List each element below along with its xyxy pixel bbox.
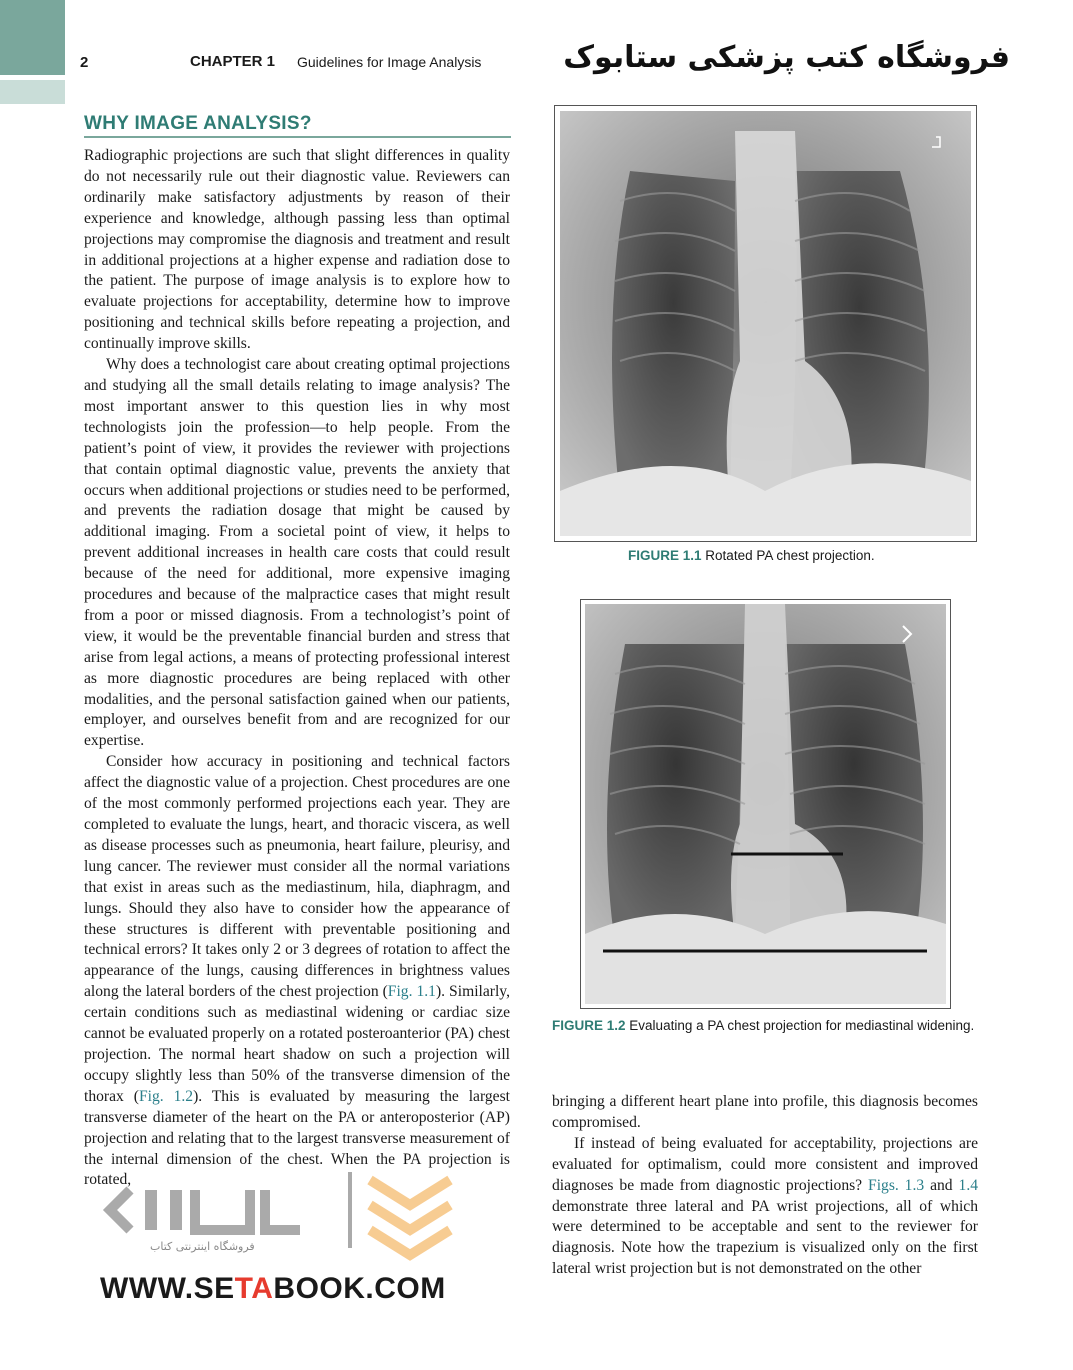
watermark-url-highlight: TA bbox=[234, 1272, 274, 1305]
store-title: فروشگاه کتب پزشکی ستابوک bbox=[563, 40, 1010, 75]
right-paragraph-1: bringing a different heart plane into profile, this diagnosis becomes compromised. bbox=[552, 1093, 978, 1131]
watermark-url[interactable] bbox=[100, 1272, 446, 1306]
left-column bbox=[84, 146, 510, 1191]
corner-tab bbox=[0, 0, 65, 75]
figure-1-2-caption bbox=[552, 1017, 978, 1034]
paragraph-2: Why does a technologist care about creating optimal projections and studying all the small details relating to image analysis? The most important answer to this question lies in why most technologists join the profession—to help people. From the patient’s point of view, it provides the reviewer with projections that contain optimal diagnostic value, prevents the anxiety that occurs when additional projections or studies need to be performed, and prevents the radiation dosage that might be caused by additional imaging. From a societal point of view, it helps to prevent additional increases in health care costs that could result because of the need for additional, more expensive imaging procedures and because of the malpractice cases that might result from a poor or missed diagnosis. From a technologist’s point of view, it would be the preventable financial burden and stress that arise from legal actions, a means of protecting professional interest as more diagnostic procedures are being replaced with other modalities, and the personal satisfaction gained when our patients, employer, and ourselves benefit from and are recognized for our expertise. bbox=[84, 356, 510, 750]
figure-1-2-caption-text: Evaluating a PA chest projection for mediastinal widening. bbox=[629, 1018, 975, 1033]
watermark-subtitle: فروشگاه اینترنتی کتاب bbox=[150, 1240, 255, 1253]
page-number: 2 bbox=[80, 54, 89, 71]
figure-1-1 bbox=[554, 105, 977, 542]
figure-1-1-caption-text: Rotated PA chest projection. bbox=[705, 548, 875, 563]
right-paragraph-2-and: and bbox=[924, 1176, 959, 1194]
chest-xray-mediastinal-image bbox=[585, 604, 946, 1004]
corner-tab-strip bbox=[0, 80, 65, 104]
right-paragraph-2-text-b: demonstrate three lateral and PA wrist projections, all of which were determined to be acceptable and sent to the reviewer for diagnosis. Note how the trapezium is visualized only on the first lateral wrist projection but is not demonstrated on the other bbox=[552, 1197, 978, 1278]
watermark-url-suffix: BOOK.COM bbox=[273, 1272, 446, 1305]
figure-1-3-link[interactable]: Figs. 1.3 bbox=[868, 1176, 925, 1194]
figure-1-4-link[interactable]: 1.4 bbox=[958, 1176, 979, 1194]
paragraph-3-text-c: ). This is evaluated by measuring the largest transverse diameter of the heart on the PA or anteroposterior (AP) projection and relating that to the largest transverse measurement of the internal dimension of the chest. When the PA projection is rotated, bbox=[84, 1087, 510, 1189]
page-header bbox=[80, 40, 1010, 80]
chest-xray-rotated-image bbox=[560, 111, 971, 536]
chapter-title: Guidelines for Image Analysis bbox=[297, 54, 482, 70]
paragraph-3-text-a: Consider how accuracy in positioning and technical factors affect the diagnostic value of a projection. Chest procedures are one of the most commonly performed projections each year. They are completed to evaluate the lungs, heart, and thoracic viscera, as well as disease processes such as pneumonia, heart failure, pleurisy, and lung cancer. The reviewer must consider all the normal variations that exist in areas such as the mediastinum, hila, diaphragm, and lungs. Should they also have to consider how the appearance of these structures is different with preventable positioning and technical errors? It takes only 2 or 3 degrees of rotation to affect the appearance of the lungs, causing differences in brightness values along the lateral borders of the chest projection ( bbox=[84, 753, 510, 1001]
paragraph-3 bbox=[84, 752, 510, 1191]
chapter-label: CHAPTER 1 bbox=[190, 53, 276, 70]
heading-rule bbox=[84, 136, 511, 138]
figure-1-2-label: FIGURE 1.2 bbox=[552, 1018, 626, 1033]
right-paragraph-2-text-a: If instead of being evaluated for acceptability, projections are evaluated for optimalism, could more consistent and improved diagnoses be made from diagnostic projections? bbox=[552, 1134, 978, 1194]
figure-1-2-link[interactable]: Fig. 1.2 bbox=[138, 1087, 194, 1105]
watermark-url-prefix: WWW.SE bbox=[100, 1272, 235, 1305]
figure-1-1-caption bbox=[628, 547, 875, 564]
right-paragraph-2 bbox=[552, 1134, 978, 1280]
paragraph-3-text-b: ). Similarly, certain conditions such as mediastinal widening or cardiac size cannot be evaluated properly on a rotated posteroanterior (PA) chest projection. The normal heart shadow on such a projection will occupy slightly less than 50% of the transverse dimension of the thorax ( bbox=[84, 983, 510, 1105]
figure-1-2 bbox=[580, 599, 951, 1009]
figure-1-1-label: FIGURE 1.1 bbox=[628, 548, 702, 563]
figure-1-1-link[interactable]: Fig. 1.1 bbox=[387, 983, 436, 1001]
paragraph-1: Radiographic projections are such that slight differences in quality do not necessarily rule out their diagnostic value. Reviewers can ordinarily make satisfactory adjustments by reason of their experience and knowledge, although passing less than optimal projections may compromise the diagnosis and treatment and result in additional projections at a higher expense and radiation dose to the patient. The purpose of image analysis is to explore how to evaluate projections for acceptability, determine how to improve positioning and technical skills before repeating a projection, and continually improve skills. bbox=[84, 147, 510, 353]
section-heading: WHY IMAGE ANALYSIS? bbox=[84, 113, 312, 134]
right-column bbox=[552, 1092, 978, 1280]
